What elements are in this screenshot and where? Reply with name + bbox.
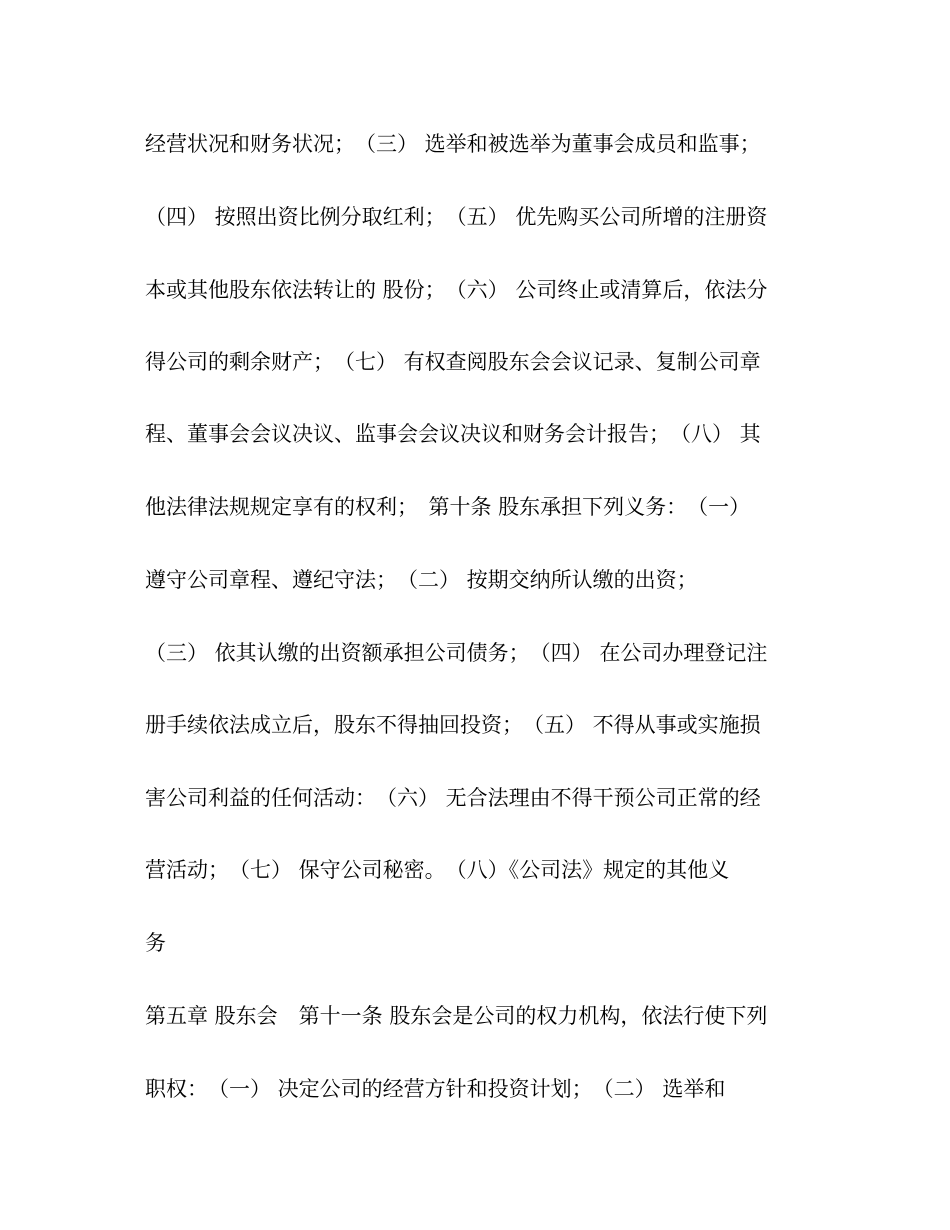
text-line: 职权： （一） 决定公司的经营方针和投资计划； （二） 选举和 [145,1077,726,1101]
text-line: 务 [145,931,166,955]
text-line: （三） 依其认缴的出资额承担公司债务； （四） 在公司办理登记注 [145,641,768,665]
text-line: 害公司利益的任何活动： （六） 无合法理由不得干预公司正常的经 [145,786,761,810]
text-line: （四） 按照出资比例分取红利； （五） 优先购买公司所增的注册资 [145,205,768,229]
text-line: 他法律法规规定享有的权利； 第十条 股东承担下列义务： （一） [145,495,751,519]
text-line: 遵守公司章程、遵纪守法； （二） 按期交纳所认缴的出资； [145,568,698,592]
text-line: 册手续依法成立后，股东不得抽回投资； （五） 不得从事或实施损 [145,713,761,737]
text-line: 程、董事会会议决议、监事会会议决议和财务会计报告； （八） 其 [145,422,761,446]
text-line: 本或其他股东依法转让的 股份； （六） 公司终止或清算后，依法分 [145,278,768,302]
text-line: 经营状况和财务状况； （三） 选举和被选举为董事会成员和监事； [145,132,761,156]
text-line: 营活动； （七） 保守公司秘密。 （八）《公司法》规定的其他义 [145,858,730,882]
chapter-heading-line: 第五章 股东会 第十一条 股东会是公司的权力机构，依法行使下列 [145,1004,768,1028]
text-line: 得公司的剩余财产； （七） 有权查阅股东会会议记录、复制公司章 [145,350,761,374]
